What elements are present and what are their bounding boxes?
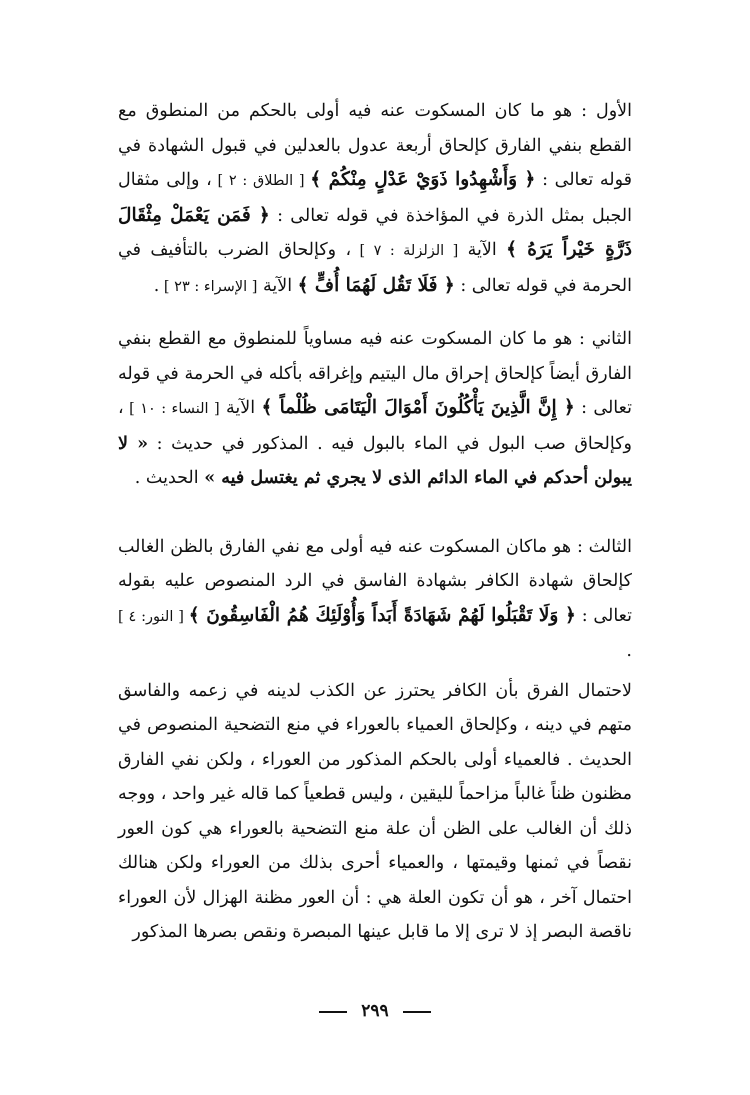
page-number: ٢٩٩	[361, 1001, 389, 1021]
text-segment: الآية	[219, 398, 262, 418]
text-segment: لاحتمال الفرق بأن الكافر يحترز عن الكذب لدينه في زعمه والفاسق متهم في دينه ، وكإلحاق العمياء بالعوراء في منع التضحية المنصوص في الحديث . فالعمياء أولى بالحكم المذكور من العوراء ، ولكن نفي الفارق مظنون ظناً غالباً مزاحماً لليقين ، وليس قطعياً كما قاله غير واحد ، ووجه ذلك أن الغالب على الظن أن علة منع التضحية بالعوراء هي كون العور نقصاً في ثمنها وقيمتها ، والعمياء أحرى بذلك من العوراء ولكن هنالك احتمال آخر ، هو أن تكون العلة هي : أن العور مظنة الهزال لأن العوراء ناقصة البصر إذ لا ترى إلا ما قابل عينها المبصرة ونقص بصرها المذكور	[118, 680, 632, 942]
verse-reference: [ النساء : ١٠ ]	[123, 401, 220, 417]
quran-verse: ﴿ فَلَا تَقُل لَهُمَا أُفٍّ ﴾	[297, 274, 455, 296]
text-segment: الأول : هو ما كان المسكوت عنه فيه أولى بالحكم من المنطوق مع القطع بنفي الفارق كإلحاق أربعة عدول بالعدلين في قبول الشهادة في قوله تعالى :	[118, 101, 632, 190]
paragraph-second	[118, 322, 632, 496]
text-segment: ، وكإلحاق الضرب بالتأفيف في الحرمة في قوله تعالى :	[118, 240, 632, 296]
verse-reference: [ الطلاق : ٢ ]	[211, 173, 311, 189]
page-footer	[0, 1001, 750, 1021]
verse-reference: [ الإسراء : ٢٣ ]	[159, 278, 258, 295]
quran-verse: ﴿ فَمَن يَعْمَلْ مِثْقَالَ ذَرَّةٍ خَيْراً يَرَهُ ﴾	[118, 204, 632, 260]
paragraph-third	[118, 530, 632, 669]
text-segment: .	[626, 641, 632, 661]
paragraph-fourth	[118, 674, 632, 950]
paragraph-first	[118, 94, 632, 304]
footer-dash-right	[403, 1011, 431, 1013]
text-segment: الآية	[257, 275, 298, 296]
verse-reference: [ الزلزلة : ٧ ]	[351, 243, 459, 259]
footer-dash-left	[319, 1011, 347, 1013]
text-segment: الآية	[458, 240, 507, 260]
quran-verse: ﴿ إِنَّ الَّذِينَ يَأْكُلُونَ أَمْوَالَ الْيَتَامَى ظُلْماً ﴾	[261, 397, 575, 418]
text-segment: الثاني : هو ما كان المسكوت عنه فيه مساوياً للمنطوق مع القطع بنفي الفارق أيضاً كإلحاق إحراق مال اليتيم وإغراقه بأكله في الحرمة في قوله تعالى :	[118, 329, 632, 418]
text-segment: الحديث .	[134, 468, 205, 488]
text-segment: الثالث : هو ماكان المسكوت عنه فيه أولى مع نفي الفارق بالظن الغالب كإلحاق شهادة الكافر بشهادة الفاسق في الرد المنصوص عليه بقوله تعالى :	[118, 536, 632, 626]
text-segment: ، وكإلحاق صب البول في الماء بالبول فيه . المذكور في حديث :	[118, 398, 633, 454]
quran-verse: ﴿ وَأَشْهِدُوا ذَوَيْ عَدْلٍ مِنْكُمْ ﴾	[310, 169, 536, 190]
hadith-quote: « لا يبولن أحدكم في الماء الدائم الذى لا يجري ثم يغتسل فيه »	[118, 433, 632, 488]
quran-verse: ﴿ وَلَا تَقْبَلُوا لَهُمْ شَهَادَةً أَبَداً وَأُوْلَئِكَ هُمُ الْفَاسِقُونَ ﴾	[188, 604, 576, 626]
text-segment: ، وإلى مثقال الجبل بمثل الذرة في المؤاخذة في قوله تعالى :	[118, 170, 632, 226]
text-segment: .	[153, 275, 160, 296]
verse-reference: [ النور: ٤ ]	[118, 608, 189, 625]
